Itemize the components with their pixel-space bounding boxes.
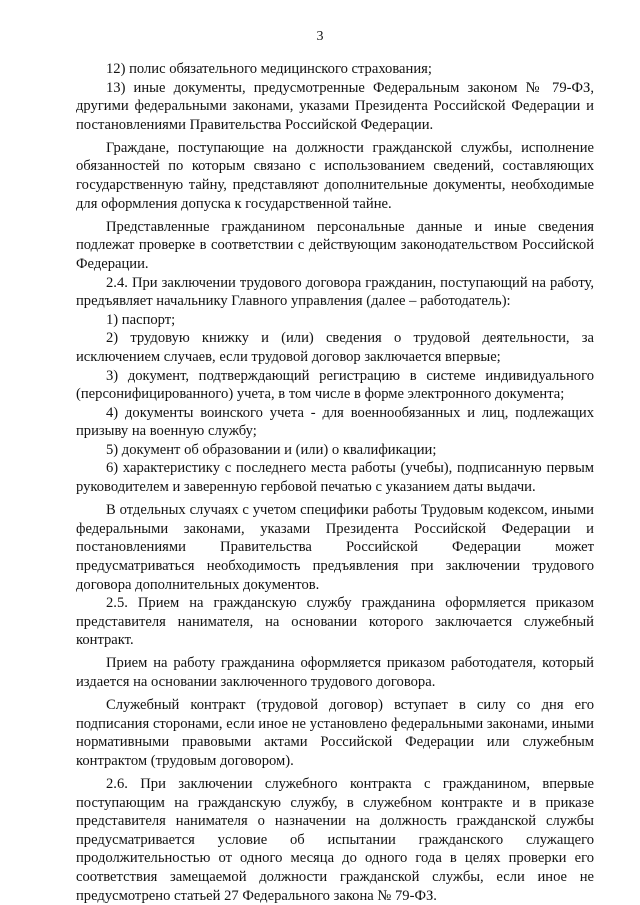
- list-item-5: 5) документ об образовании и (или) о квалификации;: [106, 441, 437, 458]
- list-item-13: 13) иные документы, предусмотренные Федеральным законом № 79-ФЗ, другими федеральными законами, указами Президента Российской Федерации и постановлениями Правительства Российской Федерации.: [76, 79, 594, 133]
- paragraph-employment-order: Прием на работу гражданина оформляется приказом работодателя, который издается на основании заключенного трудового договора.: [76, 655, 594, 690]
- list-item-4: 4) документы воинского учета - для военнообязанных и лиц, подлежащих призыву на военную службу;: [76, 404, 594, 440]
- paragraph-contract-effective: Служебный контракт (трудовой договор) вступает в силу со дня его подписания сторонами, если иное не установлено федеральными законами, иными нормативными правовыми актами Российской Федерации или служебным контрактом (трудовым договором).: [76, 697, 594, 769]
- paragraph-special-cases: В отдельных случаях с учетом специфики работы Трудовым кодексом, иными федеральными законами, указами Президента Российской Федерации и постановлениями Правительства Российской Федерации может предусматриваться необходимость предъявления при заключении трудового договора дополнительных документов.: [76, 502, 594, 593]
- document-body: [76, 60, 594, 905]
- list-item-3: 3) документ, подтверждающий регистрацию в системе индивидуального (персонифицированного) учета, в том числе в форме электронного документа;: [76, 367, 594, 403]
- clause-2-5: 2.5. Прием на гражданскую службу гражданина оформляется приказом представителя нанимателя, на основании которого заключается служебный контракт.: [76, 595, 594, 649]
- paragraph-state-secret: Граждане, поступающие на должности гражданской службы, исполнение обязанностей по которым связано с использованием сведений, составляющих государственную тайну, представляют дополнительные документы, необходимые для оформления допуска к государственной тайне.: [76, 139, 594, 212]
- list-item-2: 2) трудовую книжку и (или) сведения о трудовой деятельности, за исключением случаев, если трудовой договор заключается впервые;: [76, 330, 594, 365]
- page-number: 3: [316, 29, 324, 44]
- clause-2-4: 2.4. При заключении трудового договора гражданин, поступающий на работу, предъявляет начальнику Главного управления (далее – работодатель):: [76, 274, 594, 310]
- list-item-12: 12) полис обязательного медицинского страхования;: [106, 61, 432, 77]
- list-item-1: 1) паспорт;: [106, 311, 176, 328]
- paragraph-data-verification: Представленные гражданином персональные данные и иные сведения подлежат проверке в соответствии с действующим законодательством Российской Федерации.: [76, 218, 594, 272]
- list-item-6: 6) характеристику с последнего места работы (учебы), подписанную первым руководителем и заверенную гербовой печатью с указанием даты выдачи.: [76, 460, 594, 496]
- clause-2-6: 2.6. При заключении служебного контракта с гражданином, впервые поступающим на гражданскую службу, в служебном контракте и в приказе представителя нанимателя о назначении на должность гражданской службы предусматривается условие об испытании гражданского служащего продолжительностью от одного месяца до одного года в целях проверки его соответствия замещаемой должности гражданской службы, если иное не предусмотрено статьей 27 Федерального закона № 79-ФЗ.: [76, 775, 594, 904]
